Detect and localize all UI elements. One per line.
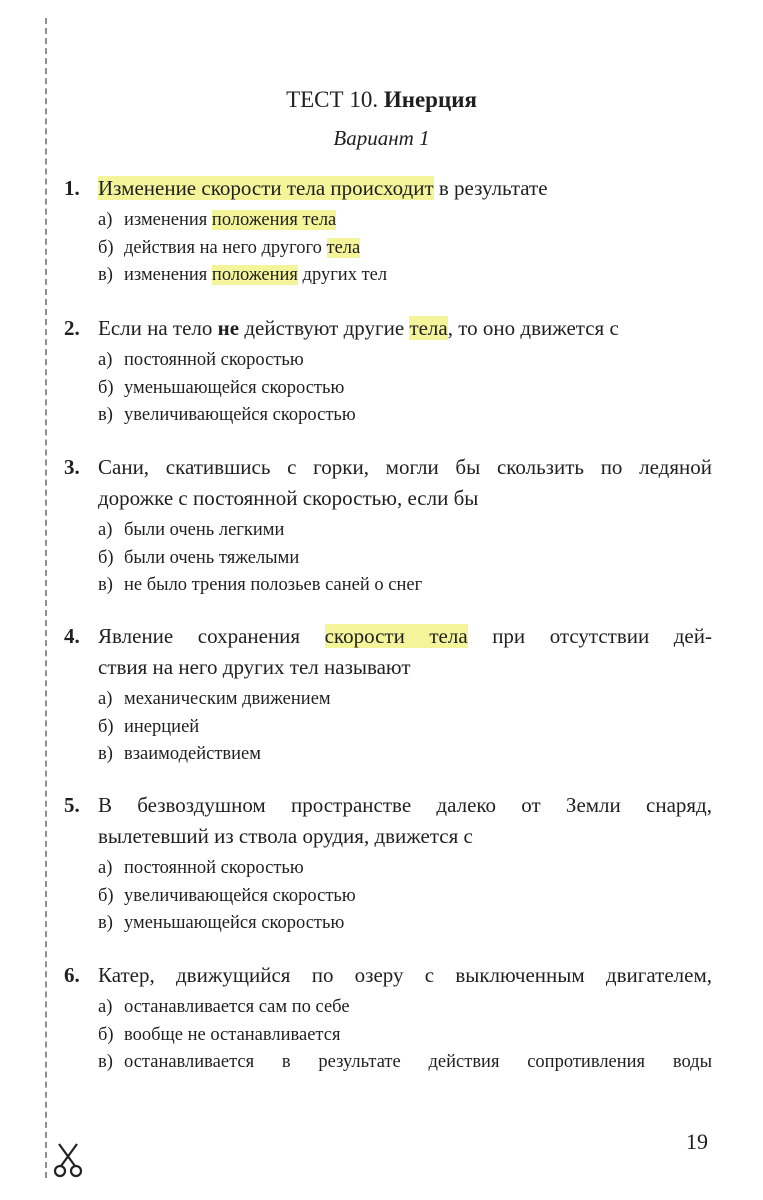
question-6: [64, 960, 712, 1077]
question-number: 5.: [64, 793, 80, 817]
highlighted-text: скорости: [324, 624, 405, 648]
question-text-part: , то оно движется с: [447, 316, 619, 340]
answer-letter: в): [98, 405, 113, 425]
answer-list: [64, 207, 712, 290]
answer-list: [64, 517, 712, 600]
bold-text: не: [217, 316, 240, 340]
question-text: [64, 313, 712, 344]
scissors-icon: [53, 1142, 83, 1178]
answer-option[interactable]: [98, 517, 712, 545]
answer-list: [64, 347, 712, 430]
answer-letter: б): [98, 1024, 114, 1045]
highlighted-text: тела: [409, 316, 448, 340]
answer-text: были очень легкими: [124, 520, 285, 540]
question-text: [64, 790, 712, 821]
question-number: 2.: [64, 316, 80, 340]
answer-text: увеличивающейся скоростью: [124, 885, 356, 906]
answer-letter: а): [98, 210, 113, 230]
question-text-line: Сани, скатившись с горки, могли бы скользить по ледяной: [98, 455, 712, 479]
answer-letter: б): [98, 547, 114, 568]
question-1: [64, 173, 712, 290]
highlighted-text: тела: [326, 237, 361, 258]
answer-option[interactable]: [98, 207, 712, 235]
question-number: 6.: [64, 963, 80, 987]
answer-text: останавливается в результате действия сопротивления воды: [124, 1052, 712, 1072]
question-text-line: дорожке с постоянной скоростью, если бы: [98, 486, 479, 510]
answer-option[interactable]: [98, 1022, 712, 1050]
answer-option[interactable]: [98, 883, 712, 911]
answer-text: уменьшающейся скоростью: [124, 377, 345, 398]
answer-list: [64, 994, 712, 1077]
question-text: [64, 452, 712, 483]
answer-text: уменьшающейся скоростью: [124, 913, 345, 933]
answer-text: инерцией: [124, 716, 200, 737]
answer-text: изменения: [124, 265, 212, 285]
page-number: 19: [686, 1129, 708, 1154]
answer-list: [64, 855, 712, 938]
answer-option[interactable]: [98, 994, 712, 1022]
highlighted-text: тела: [286, 176, 326, 200]
question-4: [64, 621, 712, 769]
answer-text: механическим движением: [124, 689, 331, 709]
question-3: [64, 452, 712, 600]
answer-letter: в): [98, 744, 113, 764]
question-5: [64, 790, 712, 938]
answer-letter: а): [98, 520, 113, 540]
test-title: [0, 86, 763, 114]
answer-option[interactable]: [98, 1049, 712, 1077]
answer-text: взаимодействием: [124, 744, 261, 764]
highlighted-text: скорости: [201, 176, 282, 200]
answer-option[interactable]: [98, 375, 712, 403]
answer-text: вообще не останавливается: [124, 1024, 341, 1045]
highlighted-text: положения тела: [211, 210, 337, 230]
answer-option[interactable]: [98, 855, 712, 883]
test-number: ТЕСТ 10.: [286, 87, 379, 112]
answer-letter: б): [98, 237, 114, 258]
answer-text: постоянной скоростью: [124, 350, 304, 370]
answer-letter: а): [98, 858, 113, 878]
answer-text: действия на него другого: [124, 237, 327, 258]
question-text-line: Катер, движущийся по озеру с выключенным двигателем,: [98, 963, 712, 987]
question-text-line: В безвоздушном пространстве далеко от Земли снаряд,: [98, 793, 712, 817]
question-text: [64, 960, 712, 991]
test-topic: Инерция: [383, 87, 477, 112]
variant-label: Вариант 1: [333, 126, 430, 150]
question-text-line: ствия на него других тел называют: [98, 655, 411, 679]
answer-letter: а): [98, 350, 113, 370]
answer-letter: а): [98, 689, 113, 709]
answer-text: останавливается сам по себе: [124, 997, 350, 1017]
answer-text: увеличивающейся скоростью: [124, 405, 356, 425]
question-number: 1.: [64, 176, 80, 200]
answer-letter: в): [98, 575, 113, 595]
question-number: 4.: [64, 624, 80, 648]
question-text: [64, 621, 712, 652]
question-text-line: вылетевший из ствола орудия, движется с: [98, 824, 473, 848]
answer-option[interactable]: [98, 741, 712, 769]
answer-text: постоянной скоростью: [124, 858, 304, 878]
answer-letter: в): [98, 1052, 113, 1072]
answer-option[interactable]: [98, 262, 712, 290]
answer-letter: а): [98, 997, 113, 1017]
question-text-rest: в результате: [433, 176, 548, 200]
question-2: [64, 313, 712, 430]
cut-line: [45, 18, 47, 1178]
answer-option[interactable]: [98, 347, 712, 375]
answer-option[interactable]: [98, 686, 712, 714]
answer-option[interactable]: [98, 910, 712, 938]
answer-text: были очень тяжелыми: [124, 547, 300, 568]
answer-letter: б): [98, 377, 114, 398]
answer-letter: в): [98, 265, 113, 285]
answer-option[interactable]: [98, 235, 712, 263]
answer-letter: б): [98, 716, 114, 737]
answer-letter: в): [98, 913, 113, 933]
question-text-part: Явление сохранения: [98, 624, 325, 648]
question-text-part: Если на тело: [98, 316, 218, 340]
highlighted-text: тела: [429, 624, 468, 648]
answer-option[interactable]: [98, 572, 712, 600]
answer-letter: б): [98, 885, 114, 906]
answer-option[interactable]: [98, 545, 712, 573]
question-number: 3.: [64, 455, 80, 479]
highlighted-text: положения: [211, 265, 298, 285]
highlighted-space: [405, 624, 430, 648]
answer-text: других тел: [297, 265, 388, 285]
answer-option[interactable]: [98, 402, 712, 430]
question-text: [64, 173, 712, 204]
answer-list: [64, 686, 712, 769]
highlighted-text: происходит: [330, 176, 434, 200]
answer-option[interactable]: [98, 714, 712, 742]
answer-text: изменения: [124, 210, 212, 230]
highlighted-text: Изменение: [98, 176, 197, 200]
answer-text: не было трения полозьев саней о снег: [124, 575, 423, 595]
question-text-part: действуют другие: [239, 316, 410, 340]
question-text-part: при отсутствии дей-: [467, 624, 712, 648]
